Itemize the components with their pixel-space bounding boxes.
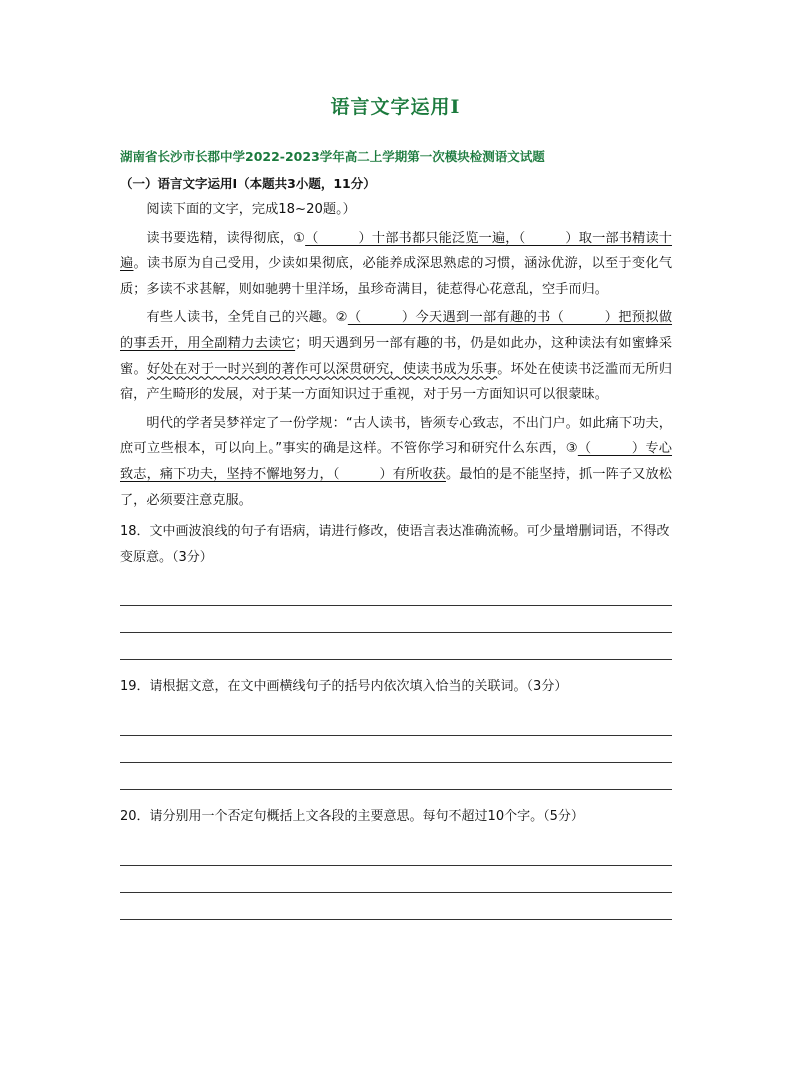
question-20: 20．请分别用一个否定句概括上文各段的主要意思。每句不超过10个字。（5分） (120, 808, 584, 824)
answer-line[interactable] (120, 866, 672, 893)
exam-source: 湖南省长沙市长郡中学2022-2023学年高二上学期第一次模块检测语文试题 (120, 149, 545, 164)
paragraph-text: ；明天遇到另一部有趣的书，仍是如此办，这种读法有如蜜蜂采蜜。 (120, 335, 673, 377)
paragraph-text: 。坏处在使读书泛滥而无所归宿，产生畸形的发展，对于某一方面知识过于重视，对于另一方面知识可以很蒙昧。 (120, 361, 673, 403)
underlined-sentence-1: （ ）十部书都只能泛览一遍，（ ）取一部书精读十遍 (120, 230, 672, 272)
paragraph-text: 明代的学者吴梦祥定了一份学规：“古人读书，皆须专心致志，不出门户。如此痛下功夫，庶可立些根本，可以向上。”事实的确是这样。不管你学习和研究什么东西，③ (120, 415, 672, 457)
question-19: 19．请根据文意，在文中画横线句子的括号内依次填入恰当的关联词。（3分） (120, 679, 568, 695)
paragraph-2 (120, 305, 672, 407)
answer-area-19[interactable] (120, 709, 672, 790)
section-heading: （一）语言文字运用Ⅰ（本题共3小题，11分） (120, 176, 376, 191)
answer-line[interactable] (120, 763, 672, 790)
paragraph-text: 。读书原为自己受用，少读如果彻底，必能养成深思熟虑的习惯，涵泳优游，以至于变化气质；多读不求甚解，则如驰骋十里洋场，虽珍奇满目，徒惹得心花意乱，空手而归。 (120, 256, 673, 297)
underlined-sentence-3: （ ）专心致志，痛下功夫，坚持不懈地努力，（ ）有所收获 (120, 441, 672, 482)
answer-area-18[interactable] (120, 579, 672, 660)
passage-content (120, 197, 672, 934)
question-18: 18．文中画波浪线的句子有语病，请进行修改，使语言表达准确流畅。可少量增删词语，不得改变原意。（3分） (120, 524, 670, 565)
paragraph-text: 。最怕的是不能坚持，抓一阵子又放松了，必须要注意克服。 (120, 466, 672, 508)
answer-line[interactable] (120, 736, 672, 763)
wavy-underlined-sentence: 好处在对于一时兴到的著作可以深贯研究，使读书成为乐事 (146, 361, 498, 377)
answer-area-20[interactable] (120, 839, 672, 920)
answer-line[interactable] (120, 606, 672, 633)
underlined-sentence-2: （ ）今天遇到一部有趣的书（ ）把预拟做的事丢开，用全副精力去读它 (120, 310, 673, 351)
paragraph-text: 读书要选精，读得彻底，① (146, 230, 306, 246)
paragraph-3 (120, 411, 672, 513)
answer-line[interactable] (120, 633, 672, 660)
page-title: 语言文字运用Ⅰ (330, 96, 461, 118)
paragraph-1 (120, 226, 672, 303)
reading-instruction: 阅读下面的文字，完成18~20题。） (146, 202, 356, 217)
paragraph-text: 有些人读书，全凭自己的兴趣。② (146, 310, 348, 326)
answer-line[interactable] (120, 579, 672, 606)
answer-line[interactable] (120, 709, 672, 736)
answer-line[interactable] (120, 893, 672, 920)
answer-line[interactable] (120, 839, 672, 866)
